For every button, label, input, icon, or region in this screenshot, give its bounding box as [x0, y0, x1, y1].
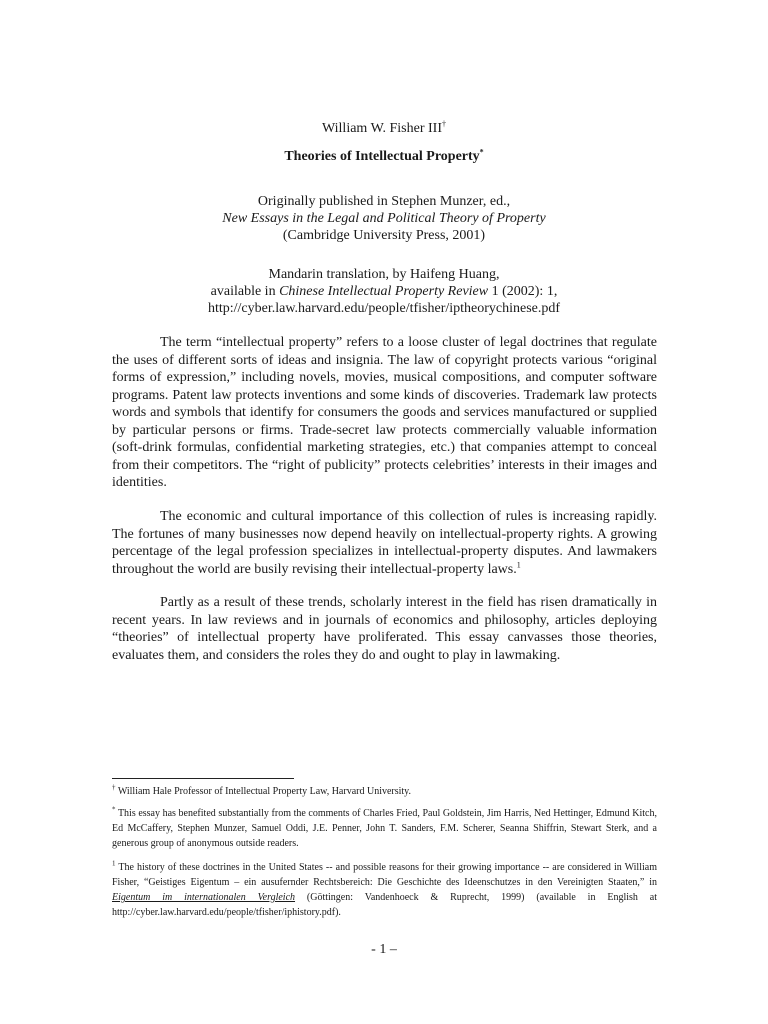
footnote-star-text: This essay has benefited substantially from the comments of Charles Fried, Paul Goldstein, Jim Harris, Ned Hettinger, Edmund Kitch, Ed McCaffery, Stephen Munzer, Samuel Oddi, J.E. Penner, John T. Sanders, F.M. Scherer, Seanna Shiffrin, Stewart Sterk, and a generous group of anonymous outside readers. — [112, 808, 657, 849]
translation-journal: Chinese Intellectual Property Review — [279, 284, 489, 299]
footnote-1 — [112, 860, 657, 920]
title-text: Theories of Intellectual Property — [284, 149, 480, 164]
translation-url: http://cyber.law.harvard.edu/people/tfisher/iptheorychinese.pdf — [207, 301, 561, 316]
footnote-divider — [112, 778, 294, 779]
paragraph-3-text: Partly as a result of these trends, scholarly interest in the field has risen dramatically in recent years. In law reviews and in journals of economics and philosophy, articles deploying “theories” of intellectual property have proliferated. This essay canvasses those theories, evaluates them, and considers the roles they do and ought to play in lawmaking. — [112, 595, 657, 663]
paragraph-2-footnote-mark: 1 — [516, 559, 521, 569]
footnote-dagger — [112, 784, 657, 799]
paragraph-1 — [112, 334, 657, 492]
translation-suffix: 1 (2002): 1, — [488, 284, 558, 299]
translation-line2 — [0, 283, 768, 300]
page-number: - 1 – — [371, 942, 397, 957]
footnote-1-text-b: (Göttingen: Vandenhoeck & Ruprecht, 1999) (available in English at http://cyber.law.harvard.edu/people/tfisher/iphistory.pdf). — [112, 892, 657, 918]
footnote-star — [112, 806, 657, 851]
publication-info — [0, 193, 768, 244]
paper-title — [0, 148, 768, 165]
footnote-dagger-mark: † — [112, 783, 116, 792]
footnote-1-book: Eigentum im internationalen Vergleich — [112, 892, 296, 903]
publication-publisher: (Cambridge University Press, 2001) — [282, 228, 486, 243]
translation-info — [0, 266, 768, 317]
title-footnote-mark: * — [479, 147, 484, 157]
author-footnote-mark: † — [441, 119, 446, 129]
footnote-1-mark: 1 — [112, 859, 116, 868]
footnote-dagger-text: William Hale Professor of Intellectual Property Law, Harvard University. — [117, 786, 412, 797]
paragraph-2-text: The economic and cultural importance of this collection of rules is increasing rapidly. The fortunes of many businesses now depend heavily on intellectual-property rights. A growing percentage of the legal profession specializes in intellectual-property disputes. And lawmakers throughout the world are busily revising their intellectual-property laws. — [112, 509, 657, 577]
paragraph-3 — [112, 594, 657, 664]
paragraph-2 — [112, 508, 657, 578]
author-name: William W. Fisher III — [322, 121, 442, 136]
translation-line1: Mandarin translation, by Haifeng Huang, — [268, 267, 500, 282]
author-line — [0, 120, 768, 137]
publication-line1: Originally published in Stephen Munzer, ed., — [257, 194, 511, 209]
footnote-star-mark: * — [112, 805, 116, 814]
publication-book: New Essays in the Legal and Political Theory of Property — [222, 211, 546, 226]
paragraph-1-text: The term “intellectual property” refers to a loose cluster of legal doctrines that regulate the uses of different sorts of ideas and insignia. The law of copyright protects various “original forms of expression,” including novels, movies, musical compositions, and computer software programs. Patent law protects inventions and some kinds of discoveries. Trademark law protects words and symbols that identify for consumers the goods and services manufactured or supplied by particular persons or firms. Trade-secret law protects commercially valuable information (soft-drink formulas, confidential marketing strategies, etc.) that companies attempt to conceal from their competitors. The “right of publicity” protects celebrities’ interests in their images and identities. — [112, 335, 657, 490]
footnote-1-text-a: The history of these doctrines in the United States -- and possible reasons for their growing importance -- are considered in William Fisher, “Geistiges Eigentum – ein ausufernder Rechtsbereich: Die Geschichte des Ideenschutzes in den Vereinigten Staaten,” in — [112, 862, 657, 888]
translation-prefix: available in — [210, 284, 280, 299]
